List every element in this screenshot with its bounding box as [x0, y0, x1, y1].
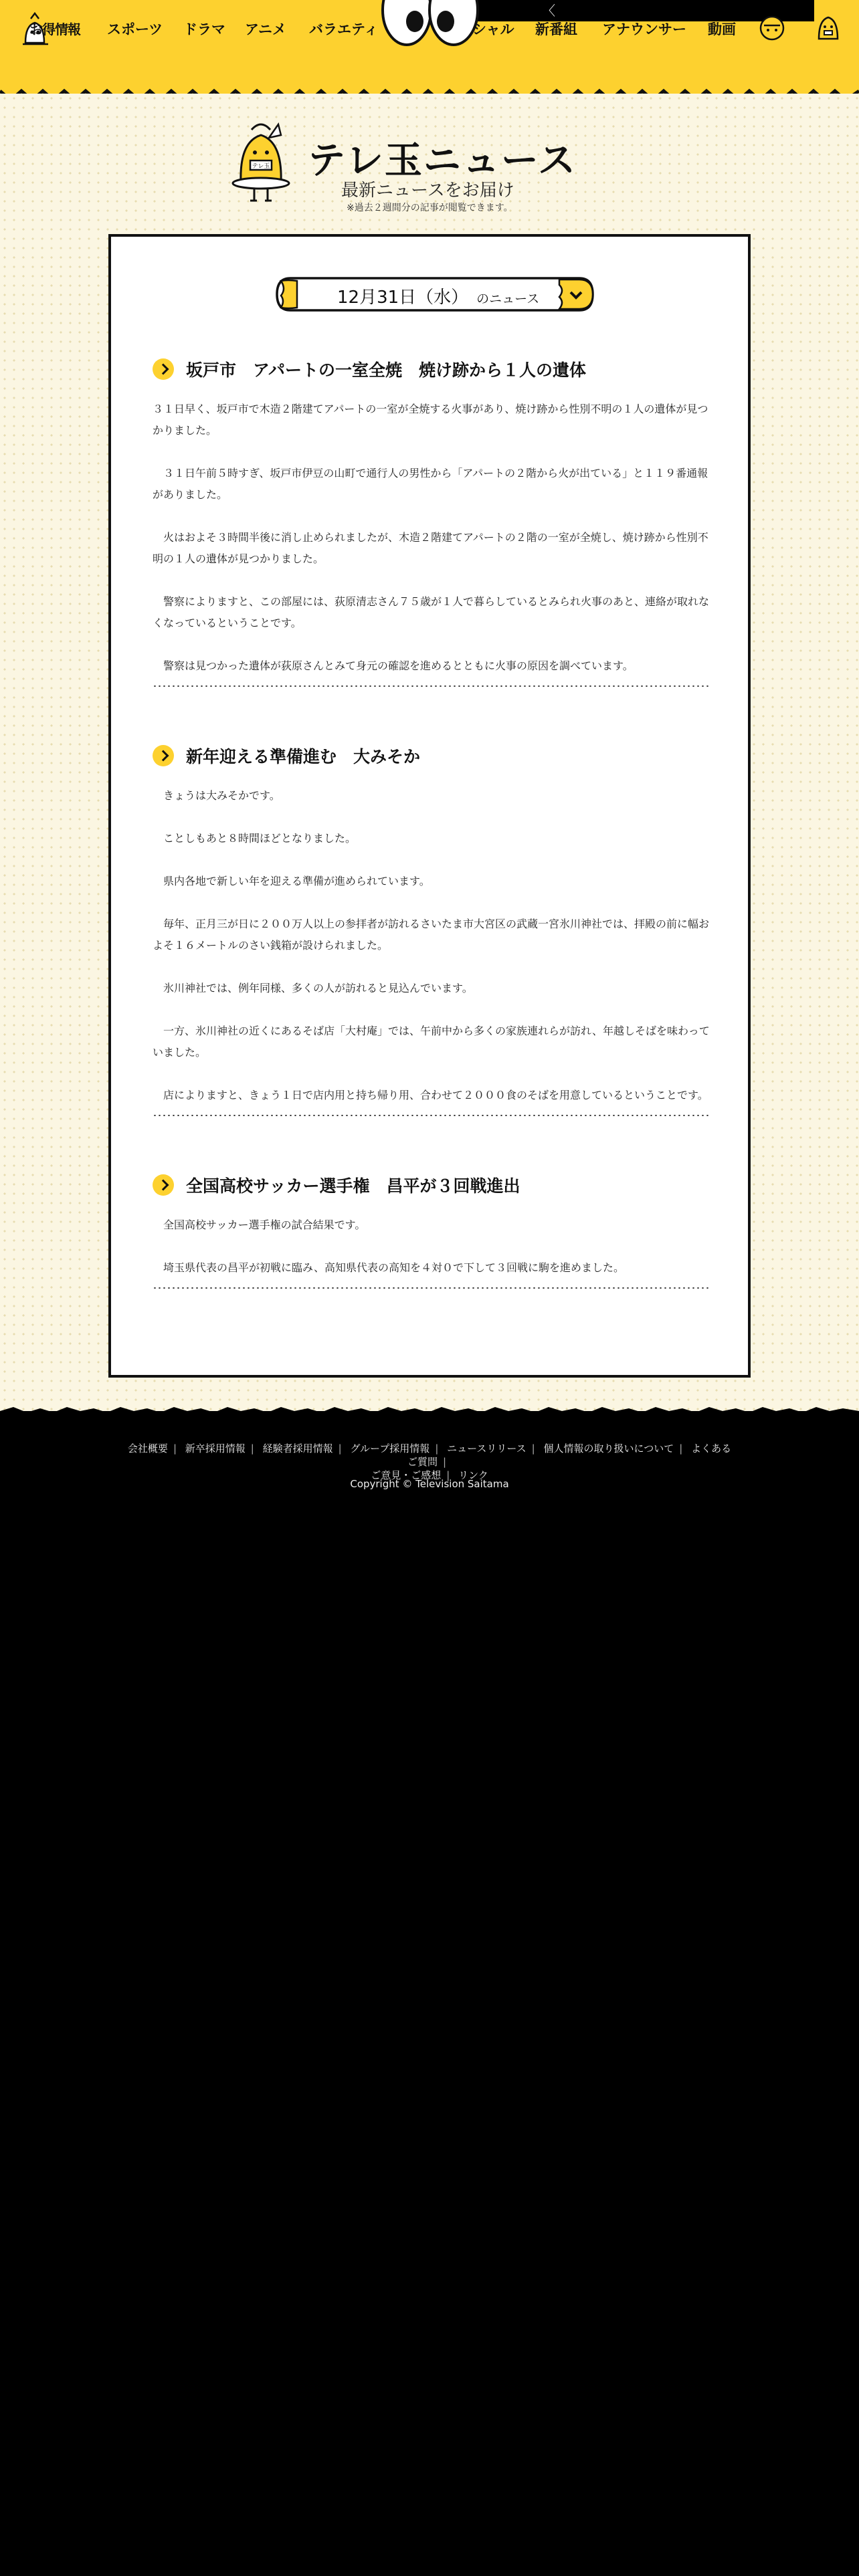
- article-paragraph: きょうは大みそかです。: [153, 789, 280, 802]
- nav-item-video[interactable]: 動画: [708, 21, 736, 37]
- copyright: Copyright © Television Saitama: [350, 1478, 509, 1490]
- article-paragraph: 埼玉県代表の昌平が初戦に臨み、高知県代表の高知を４対０で下して３回戦に駒を進めました。: [153, 1261, 624, 1274]
- footer-separator: |: [446, 1469, 450, 1481]
- article-title[interactable]: 全国高校サッカー選手権 昌平が３回戦進出: [186, 1176, 520, 1196]
- chevron-left-icon[interactable]: 〈: [542, 3, 555, 19]
- article-paragraph: ３１日早く、坂戸市で木造２階建てアパートの一室が全焼する火事があり、焼け跡から性別不明の１人の遺体が見つかりました。: [153, 403, 708, 437]
- main-content: [0, 94, 859, 1411]
- nav-item-drama[interactable]: ドラマ: [183, 21, 225, 37]
- news-article: [153, 1173, 710, 1289]
- date-select-value: [337, 284, 539, 308]
- eyes-mascot-icon: [380, 0, 480, 47]
- footer-link-group-recruit[interactable]: グループ採用情報: [350, 1442, 430, 1455]
- footer-separator: |: [531, 1442, 535, 1455]
- nav-item-variety[interactable]: バラエティ: [309, 21, 379, 37]
- nav-item-anime[interactable]: アニメ: [245, 21, 286, 37]
- article-paragraph: 県内各地で新しい年を迎える準備が進められています。: [153, 875, 430, 887]
- footer-link-privacy[interactable]: 個人情報の取り扱いについて: [543, 1442, 674, 1455]
- article-body: [153, 785, 710, 1106]
- chevron-right-icon: [153, 358, 174, 380]
- chevron-right-icon: [153, 1174, 174, 1196]
- article-paragraph: 火はおよそ３時間半後に消し止められましたが、木造２階建てアパートの２階の一室が全焼し、焼け跡から性別不明の１人の遺体が見つかりました。: [153, 531, 708, 565]
- article-paragraph: 全国高校サッカー選手権の試合結果です。: [153, 1218, 366, 1231]
- site-footer: [0, 1411, 859, 2576]
- article-body: [153, 1214, 710, 1279]
- footer-link-feedback[interactable]: ご意見・ご感想: [371, 1469, 442, 1481]
- article-paragraph: ３１日午前５時すぎ、坂戸市伊豆の山町で通行人の男性から「アパートの２階から火が出ている」と１１９番通報がありました。: [153, 467, 708, 501]
- article-paragraph: 店によりますと、きょう１日で店内用と持ち帰り用、合わせて２０００食のそばを用意しているということです。: [153, 1089, 708, 1101]
- page-subtitle: 最新ニュースをお届け: [341, 181, 514, 201]
- article-body: [153, 399, 710, 677]
- footer-separator: |: [173, 1442, 177, 1455]
- footer-links: [127, 1442, 732, 1482]
- news-article: [153, 357, 710, 687]
- footer-link-experienced[interactable]: 経験者採用情報: [262, 1442, 333, 1455]
- dotted-divider: [153, 1287, 710, 1289]
- article-paragraph: 一方、氷川神社の近くにあるそば店「大村庵」では、午前中から多くの家族連れらが訪れ、年越しそばを味わっていました。: [153, 1025, 710, 1059]
- footer-link-new-grad[interactable]: 新卒採用情報: [185, 1442, 246, 1455]
- dotted-divider: [153, 685, 710, 687]
- footer-link-news-release[interactable]: ニュースリリース: [447, 1442, 527, 1455]
- article-header[interactable]: [153, 744, 710, 770]
- footer-separator: |: [435, 1442, 439, 1455]
- selected-date: 12月31日（水）: [337, 288, 469, 308]
- footer-separator: |: [338, 1442, 342, 1455]
- footer-link-links[interactable]: リンク: [458, 1469, 488, 1481]
- article-title[interactable]: 新年迎える準備進む 大みそか: [186, 747, 421, 766]
- news-panel: [108, 234, 751, 1378]
- article-title[interactable]: 坂戸市 アパートの一室全焼 焼け跡から１人の遺体: [186, 360, 587, 380]
- nav-item-new-programs[interactable]: 新番組: [535, 21, 577, 37]
- article-paragraph: ことしもあと８時間ほどとなりました。: [153, 832, 357, 845]
- mascot-badge-text: テレ玉: [252, 163, 270, 170]
- tele-tama-mascot-icon: [227, 118, 294, 205]
- footer-rough-edge: [0, 1403, 859, 1419]
- article-paragraph: 警察は見つかった遺体が荻原さんとみて身元の確認を進めるとともに火事の原因を調べています。: [153, 659, 634, 672]
- date-select-dropdown[interactable]: [274, 276, 595, 313]
- footer-separator: |: [679, 1442, 683, 1455]
- header-zigzag-divider: [0, 87, 859, 94]
- footer-separator: |: [442, 1456, 447, 1468]
- nav-item-announcer[interactable]: アナウンサー: [602, 21, 686, 37]
- article-paragraph: 毎年、正月三が日に２００万人以上の参拝者が訪れるさいたま市大宮区の武蔵一宮氷川神社では、拝殿の前に幅およそ１６メートルのさい銭箱が設けられました。: [153, 918, 710, 952]
- user-face-icon[interactable]: [757, 12, 787, 41]
- nav-item-sports[interactable]: スポーツ: [107, 21, 163, 37]
- article-paragraph: 警察によりますと、この部屋には、荻原清志さん７５歳が１人で暮らしているとみられ火事のあと、連絡が取れなくなっているということです。: [153, 595, 710, 629]
- chevron-down-icon[interactable]: [569, 290, 583, 300]
- article-header[interactable]: [153, 357, 710, 384]
- news-article: [153, 744, 710, 1117]
- page-title: テレ玉ニュース: [308, 139, 577, 183]
- footer-separator: |: [250, 1442, 254, 1455]
- article-paragraph: 氷川神社では、例年同様、多くの人が訪れると見込んでいます。: [153, 982, 473, 994]
- mascot-menu-icon[interactable]: [814, 12, 843, 41]
- dotted-divider: [153, 1114, 710, 1117]
- logo-text[interactable]: お得情報: [29, 21, 80, 37]
- nav-item-special[interactable]: シャル: [472, 21, 514, 37]
- footer-link-company[interactable]: 会社概要: [127, 1442, 168, 1455]
- chevron-right-icon: [153, 745, 174, 766]
- footer-link-faq[interactable]: よくあるご質問: [407, 1442, 732, 1468]
- article-header[interactable]: [153, 1173, 710, 1200]
- date-select-suffix: のニュース: [476, 292, 540, 306]
- archive-note: ※過去２週間分の記事が閲覧できます。: [347, 203, 513, 213]
- site-header: [0, 0, 859, 94]
